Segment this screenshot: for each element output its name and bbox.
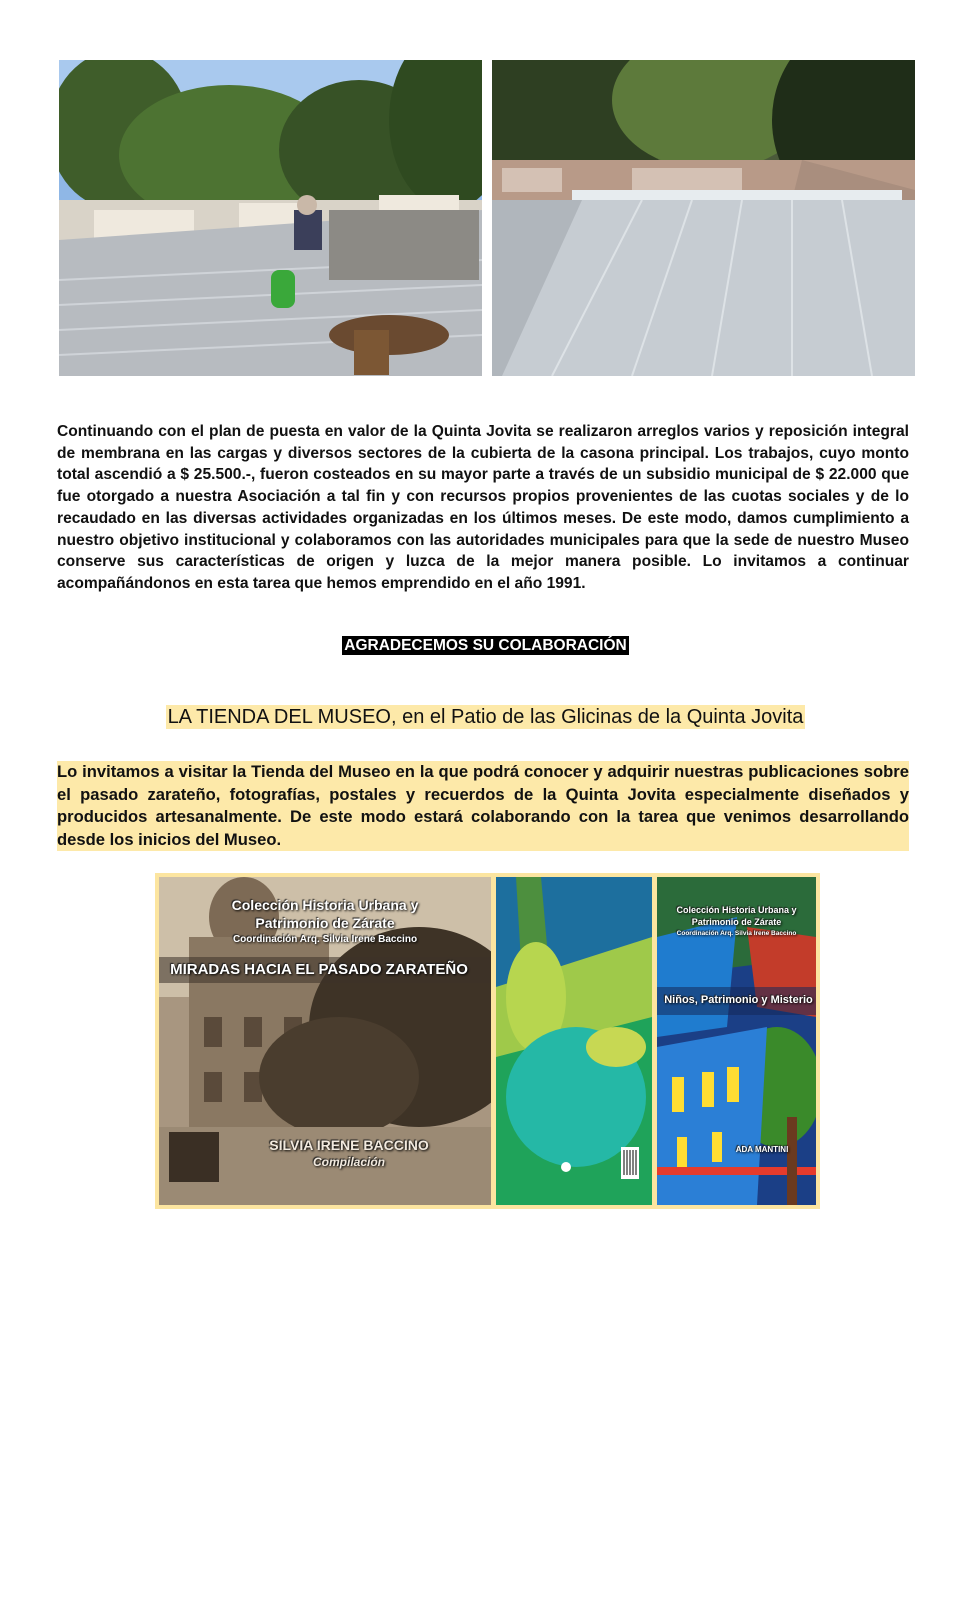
roof-repair-photo	[59, 60, 482, 376]
roof-terrace-photo	[492, 60, 915, 376]
book1-series-line2: Patrimonio de Zárate	[255, 915, 395, 931]
thanks-banner	[0, 637, 971, 655]
shop-paragraph: Lo invitamos a visitar la Tienda del Museo en la que podrá conocer y adquirir nuestras publicaciones sobre el pasado zarateño, fotografías, postales y recuerdos de la Quinta Jovita especialmente diseñados y producidos artesanalmente. De este modo estará colaborando con la tarea que venimos desarrollando desde los inicios del Museo.	[57, 761, 909, 851]
book1-series-line1: Colección Historia Urbana y	[231, 897, 419, 913]
book1-title: MIRADAS HACIA EL PASADO ZARATEÑO	[170, 961, 468, 978]
book-covers	[155, 873, 820, 1209]
book-cover-ninos	[657, 877, 816, 1205]
book1-coordination: Coordinación Arq. Silvia Irene Baccino	[232, 934, 418, 945]
book3-coordination: Coordinación Arq. Silvia Irene Baccino	[676, 930, 797, 937]
book3-author: ADA MANTINI	[735, 1145, 789, 1154]
book3-series-line1: Colección Historia Urbana y	[676, 905, 797, 915]
book-cover-miradas	[159, 877, 491, 1205]
book3-series-line2: Patrimonio de Zárate	[691, 917, 782, 927]
book1-role: Compilación	[312, 1155, 385, 1169]
shop-title	[0, 706, 971, 729]
book-cover-back	[496, 877, 652, 1205]
intro-paragraph: Continuando con el plan de puesta en valor de la Quinta Jovita se realizaron arreglos varios y reposición integral de membrana en las cargas y diversos sectores de la cubierta de la casona principal. Los trabajos, cuyo monto total ascendió a $ 25.500.-, fueron costeados en su mayor parte a través de un subsidio municipal de $ 22.000 que fue otorgado a nuestra Asociación a tal fin y con recursos propios provenientes de las cuotas sociales y de lo recaudado en las diversas actividades organizadas en los últimos meses. De este modo, damos cumplimiento a nuestro objetivo institucional y colaboramos con las autoridades municipales para que la sede de nuestro Museo conserve sus características de origen y luzca de la mejor manera posible. Lo invitamos a continuar acompañándonos en esta tarea que hemos emprendido en el año 1991.	[57, 423, 909, 592]
shop-title-text: LA TIENDA DEL MUSEO, en el Patio de las Glicinas de la Quinta Jovita	[167, 706, 804, 728]
book1-author: SILVIA IRENE BACCINO	[269, 1137, 429, 1153]
thanks-banner-text: AGRADECEMOS SU COLABORACIÓN	[344, 637, 627, 654]
book3-title: Niños, Patrimonio y Misterio	[664, 994, 813, 1006]
